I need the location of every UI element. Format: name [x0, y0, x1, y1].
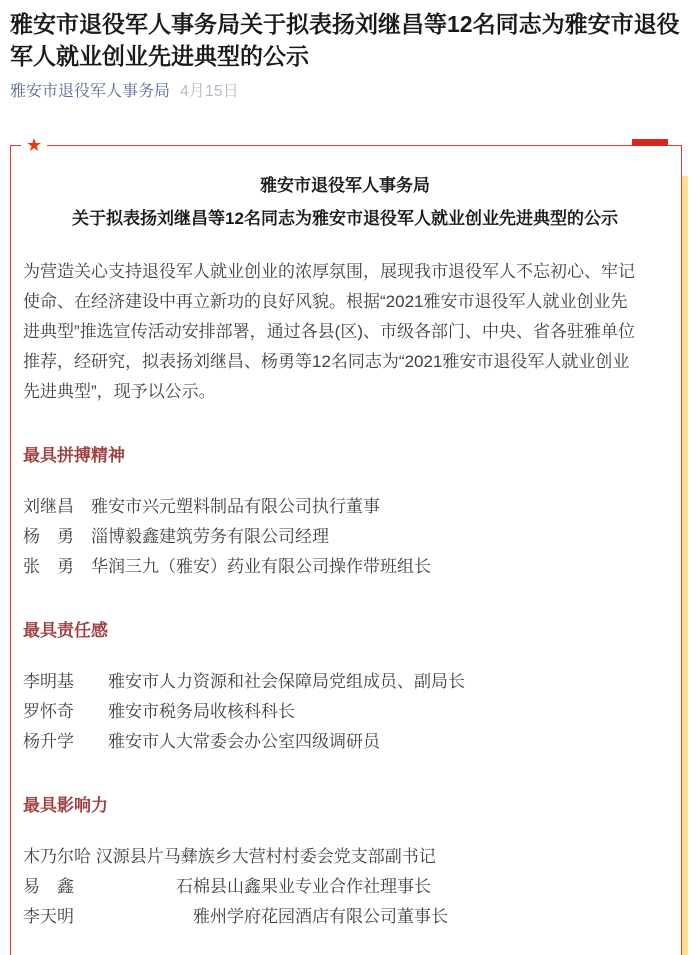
- source-account-link[interactable]: 雅安市退役军人事务局: [10, 83, 171, 100]
- person-row: 易 鑫 石棉县山鑫果业专业合作社理事长: [23, 877, 431, 896]
- people-list: [23, 667, 667, 757]
- notice-content: [11, 146, 681, 932]
- people-list: [23, 492, 667, 582]
- person-row: 刘继昌 雅安市兴元塑料制品有限公司执行董事: [23, 497, 380, 516]
- person-row: 杨升学 雅安市人大常委会办公室四级调研员: [23, 732, 380, 751]
- star-icon: ★: [21, 134, 47, 156]
- people-list: [23, 842, 667, 932]
- publish-date: 4月15日: [180, 83, 239, 100]
- body-line: 进典型”推选宣传活动安排部署，通过各县(区)、市级各部门、中央、省各驻雅单位: [23, 322, 635, 341]
- notice-card: [10, 135, 682, 955]
- page-title: 雅安市退役军人事务局关于拟表扬刘继昌等12名同志为雅安市退役军人就业创业先进典型的公示: [10, 11, 680, 69]
- section-title-influence: 最具影响力: [23, 796, 108, 815]
- section-title-striving-spirit: 最具拼搏精神: [23, 446, 125, 465]
- body-line: 先进典型”，现予以公示。: [23, 382, 216, 401]
- person-row: 木乃尔哈 汉源县片马彝族乡大营村村委会党支部副书记: [23, 847, 436, 866]
- article-meta: [10, 82, 685, 102]
- person-row: 罗怀奇 雅安市税务局收核科科长: [23, 702, 295, 721]
- person-row: 杨 勇 淄博毅鑫建筑劳务有限公司经理: [23, 527, 329, 546]
- body-line: 推荐，经研究，拟表扬刘继昌、杨勇等12名同志为“2021雅安市退役军人就业创业: [23, 352, 630, 371]
- person-row: 张 勇 华润三九（雅安）药业有限公司操作带班组长: [23, 557, 431, 576]
- person-row: 李天明 雅州学府花园酒店有限公司董事长: [23, 907, 448, 926]
- notice-org-title: 雅安市退役军人事务局: [260, 176, 430, 195]
- person-row: 李明基 雅安市人力资源和社会保障局党组成员、副局长: [23, 672, 465, 691]
- side-band-decoration: [682, 176, 688, 955]
- body-line: 为营造关心支持退役军人就业创业的浓厚氛围，展现我市退役军人不忘初心、牢记: [23, 262, 635, 281]
- body-line: 使命、在经济建设中再立新功的良好风貌。根据“2021雅安市退役军人就业创业先: [23, 292, 628, 311]
- notice-body: [23, 257, 667, 407]
- section-title-responsibility: 最具责任感: [23, 621, 108, 640]
- corner-bar-decoration: [632, 139, 668, 146]
- notice-subtitle: 关于拟表扬刘继昌等12名同志为雅安市退役军人就业创业先进典型的公示: [72, 209, 618, 228]
